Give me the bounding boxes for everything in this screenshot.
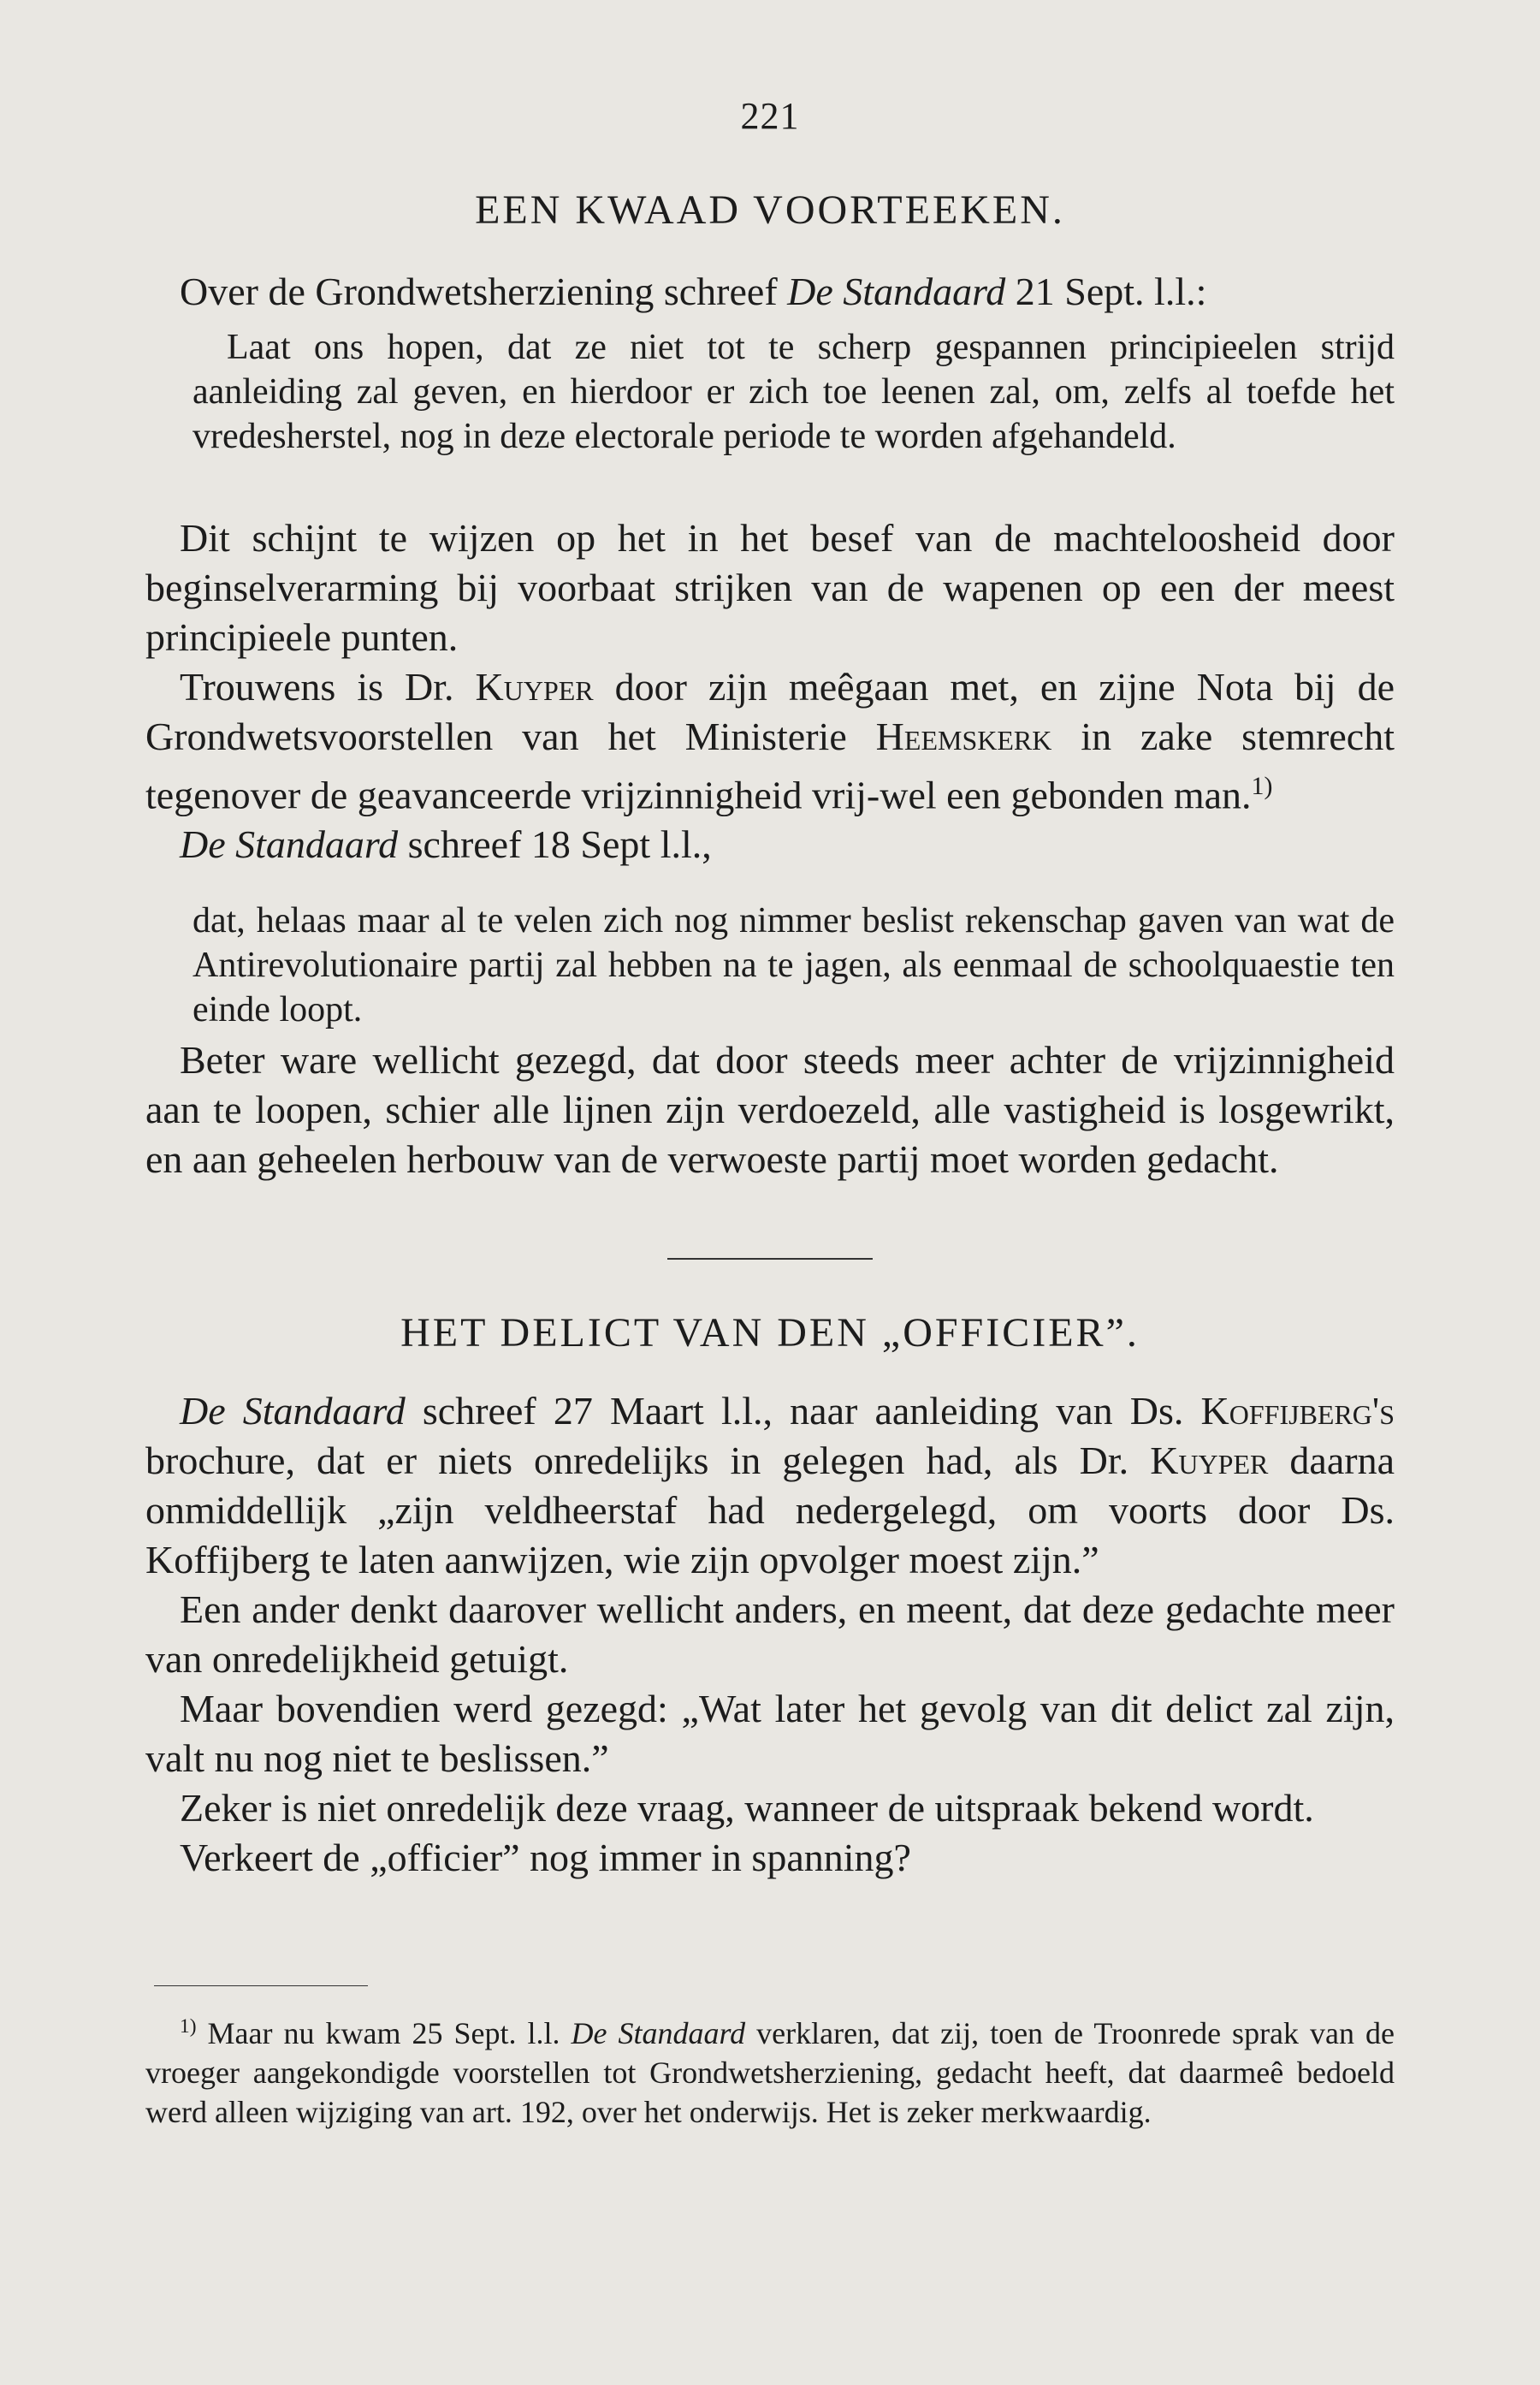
section1-body <box>145 513 1395 869</box>
text-run: in zake stemrecht tegenover de geavanceerde vrijzinnigheid vrij-wel een gebonden man. <box>145 715 1395 817</box>
source-title: De Standaard <box>571 2016 746 2050</box>
paragraph: Dit schijnt te wijzen op het in het besef van de machteloosheid door beginselverarming bij voorbaat strijken van de wapenen op een der meest principieele punten. <box>145 516 1395 659</box>
name-heemskerk: Heemskerk <box>875 715 1052 758</box>
text-run: Maar nu kwam 25 Sept. l.l. <box>196 2016 572 2050</box>
section2-body <box>145 1386 1395 1883</box>
section1-intro <box>145 267 1395 317</box>
paragraph: Verkeert de „officier” nog immer in spanning? <box>180 1836 911 1879</box>
intro-text: Over de Grondwetsherziening schreef <box>180 270 788 313</box>
quote-text: Laat ons hopen, dat ze niet tot te scherp gespannen principieelen strijd aanleiding zal geven, en hierdoor er zich toe leenen zal, om, zelfs al toefde het vredesherstel, nog in deze electorale periode te worden afgehandeld. <box>192 328 1395 456</box>
quote-text: dat, helaas maar al te velen zich nog nimmer beslist rekenschap gaven van wat de Antirevolutionaire partij zal hebben na te jagen, als eenmaal de schoolquaestie ten einde loopt. <box>192 901 1395 1029</box>
intro-date: 21 Sept. l.l.: <box>1005 270 1207 313</box>
text-run: verklaren, dat zij, toen de Troonrede sprak van de vroeger aangekondigde voorstellen tot Grondwetsherziening, gedacht heeft, dat daarmeê bedoeld werd alleen wijziging van art. 192, over het onderwijs. Het is zeker merkwaardig. <box>145 2016 1395 2129</box>
text-run: schreef 18 Sept l.l., <box>398 822 712 867</box>
text-run: brochure, dat er niets onredelijks in gelegen had, als Dr. <box>145 1439 1151 1482</box>
paragraph: Maar bovendien werd gezegd: „Wat later het gevolg van dit delict zal zijn, valt nu nog niet te beslissen.” <box>145 1687 1395 1780</box>
source-title: De Standaard <box>180 1389 406 1433</box>
name-kuyper: Kuyper <box>1150 1439 1269 1482</box>
text-run: daarna onmiddellijk „zijn veldheerstaf had nedergelegd, om voorts door Ds. Koffijberg te laten aanwijzen, wie zijn opvolger moest zijn.” <box>145 1439 1395 1581</box>
paragraph: Zeker is niet onredelijk deze vraag, wanneer de uitspraak bekend wordt. <box>180 1786 1314 1830</box>
paragraph <box>145 820 1395 869</box>
text-run: schreef 27 Maart l.l., naar aanleiding van Ds. <box>405 1389 1201 1433</box>
footnote-divider <box>154 1985 368 1986</box>
text-run: Trouwens is Dr. <box>180 665 476 709</box>
paragraph: Beter ware wellicht gezegd, dat door steeds meer achter de vrijzinnigheid aan te loopen, schier alle lijnen zijn verdoezeld, alle vastigheid is losgewrikt, en aan geheelen herbouw van de verwoeste partij moet worden gedacht. <box>145 1038 1395 1181</box>
paragraph <box>145 662 1395 820</box>
section-divider <box>667 1258 873 1260</box>
source-title: De Standaard <box>787 270 1006 313</box>
footnote <box>145 2007 1395 2132</box>
text-run: door zijn meêgaan met, en zijne Nota bij de Grondwetsvoorstellen van het Ministerie <box>145 665 1395 758</box>
source-title: De Standaard <box>180 822 399 867</box>
section1-conclusion <box>145 1035 1395 1184</box>
paragraph: Een ander denkt daarover wellicht anders, en meent, dat deze gedachte meer van onredelijkheid getuigt. <box>145 1587 1395 1681</box>
footnote-text <box>145 2007 1395 2132</box>
quote-block-2 <box>192 899 1395 1032</box>
name-kuyper: Kuyper <box>475 665 594 709</box>
page-number: 221 <box>740 95 800 137</box>
footnote-ref: 1) <box>1251 772 1273 800</box>
section-title-kwaad-voorteeken: EEN KWAAD VOORTEEKEN. <box>475 187 1065 233</box>
name-koffijberg: Koffijberg's <box>1200 1389 1395 1433</box>
paragraph <box>145 1386 1395 1585</box>
footnote-marker: 1) <box>180 2015 197 2038</box>
quote-block-1 <box>192 325 1395 459</box>
section-title-delict: HET DELICT VAN DEN „OFFICIER”. <box>400 1310 1140 1356</box>
